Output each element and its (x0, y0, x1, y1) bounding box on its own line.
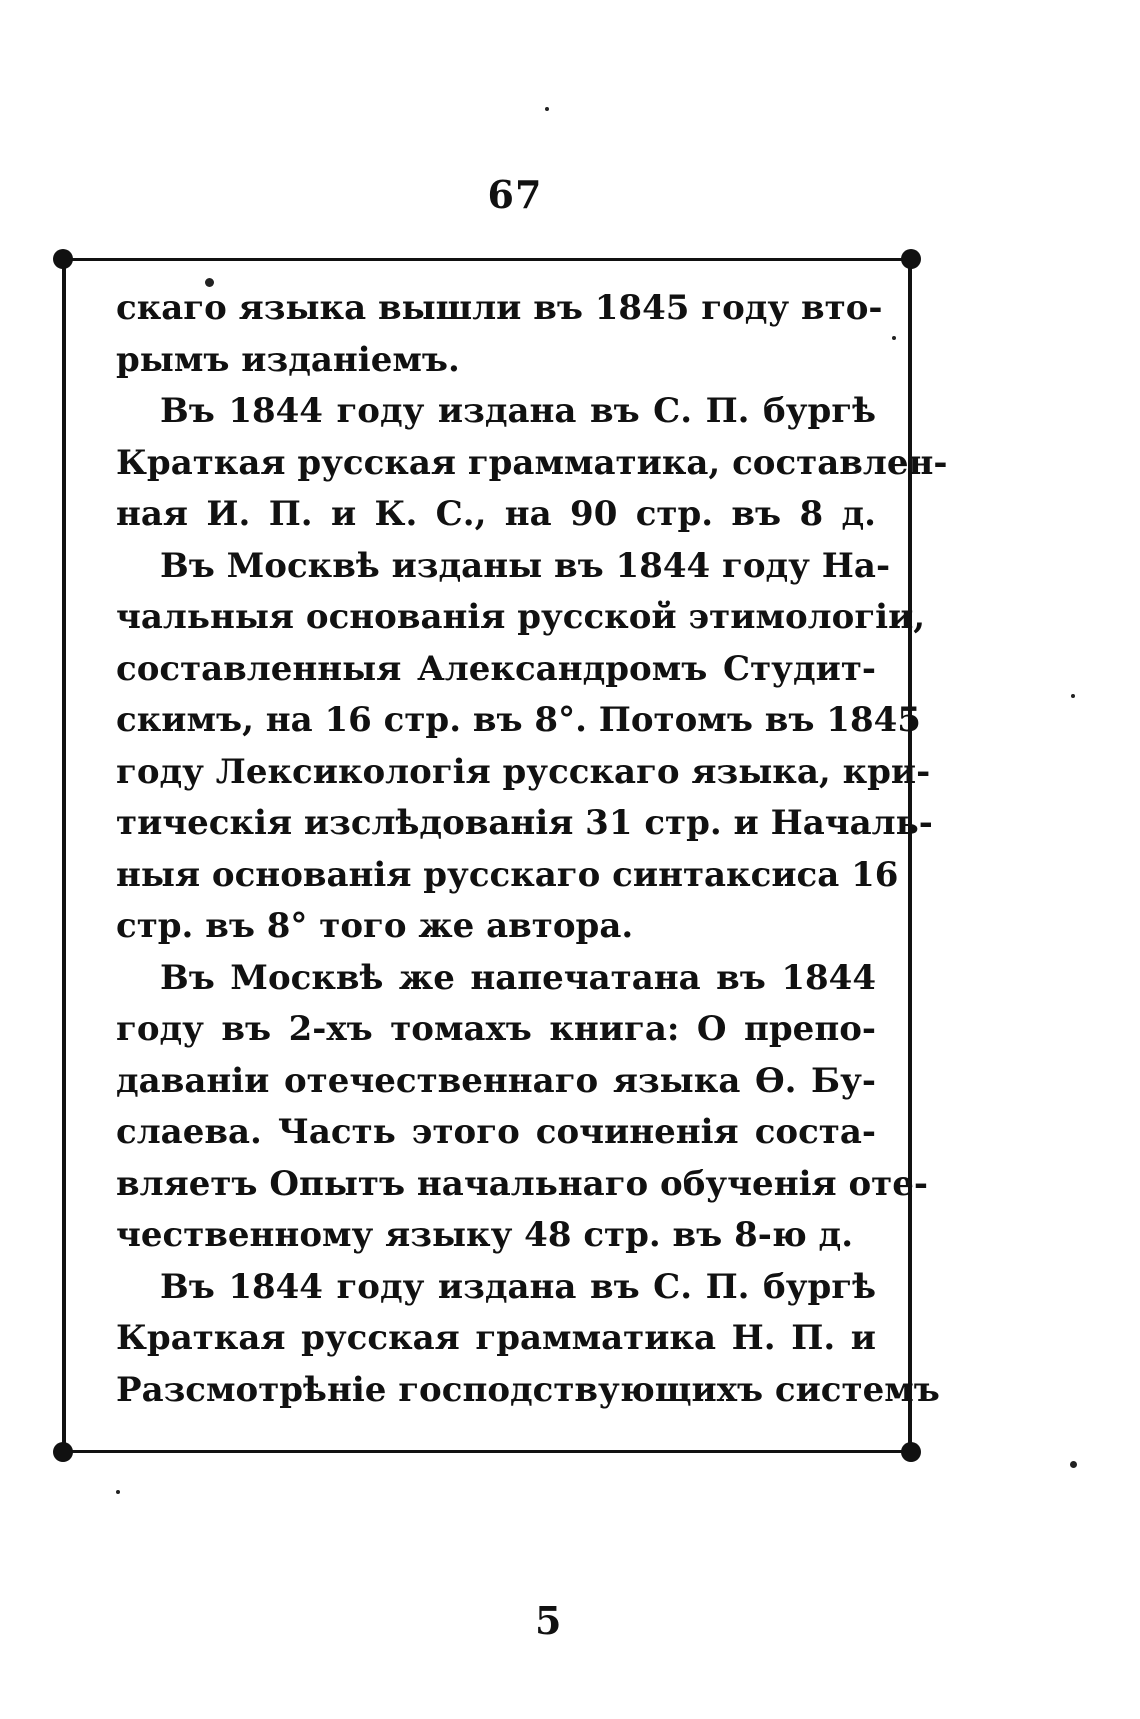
text-line: Краткая русская грамматика, составлен- (116, 442, 948, 483)
text-line: Разсмотрѣніе господствующихъ системъ (116, 1369, 940, 1410)
text-line: году въ 2-хъ томахъ книга: О препо- (116, 1009, 876, 1049)
page-number: 67 (487, 172, 543, 217)
body-text (116, 283, 948, 1416)
ink-speck (1071, 694, 1075, 698)
text-line: Въ Москвѣ изданы въ 1844 году На- (160, 545, 891, 586)
ink-speck (1070, 1461, 1077, 1468)
text-line: ная И. П. и К. С., на 90 стр. въ 8 д. (116, 494, 876, 534)
signature-mark: 5 (535, 1598, 562, 1643)
text-line: тическія изслѣдованія 31 стр. и Началь- (116, 803, 933, 843)
text-line: вляетъ Опытъ начальнаго обученія оте- (116, 1163, 928, 1204)
text-line: составленныя Александромъ Студит- (116, 648, 876, 689)
ink-speck (545, 107, 549, 111)
text-line: скаго языка вышли въ 1845 году вто- (116, 288, 883, 328)
text-line: году Лексикологія русскаго языка, кри- (116, 751, 931, 792)
ink-speck (205, 278, 214, 287)
text-line: слаева. Часть этого сочиненія соста- (116, 1112, 876, 1152)
text-frame (62, 258, 948, 1453)
ink-speck (116, 1490, 120, 1494)
text-line: Въ Москвѣ же напечатана въ 1844 (160, 957, 876, 998)
text-line: ныя основанія русскаго синтаксиса 16 (116, 854, 899, 895)
text-line: скимъ, на 16 стр. въ 8°. Потомъ въ 1845 (116, 700, 921, 740)
ink-speck (892, 336, 896, 340)
frame-corner-ornament (53, 249, 73, 269)
text-line: чальныя основанія русской этимологіи, (116, 597, 926, 637)
text-line: стр. въ 8° того же автора. (116, 906, 634, 946)
text-line: рымъ изданіемъ. (116, 339, 460, 380)
text-line: Краткая русская грамматика Н. П. и (116, 1318, 876, 1358)
frame-corner-ornament (901, 249, 921, 269)
frame-corner-ornament (53, 1442, 73, 1462)
text-line: Въ 1844 году издана въ С. П. бургѣ (160, 1266, 876, 1307)
frame-corner-ornament (901, 1442, 921, 1462)
text-line: Въ 1844 году издана въ С. П. бургѣ (160, 391, 876, 431)
text-line: даваніи отечественнаго языка Ѳ. Бу- (116, 1060, 876, 1101)
text-line: чественному языку 48 стр. въ 8-ю д. (116, 1215, 854, 1255)
